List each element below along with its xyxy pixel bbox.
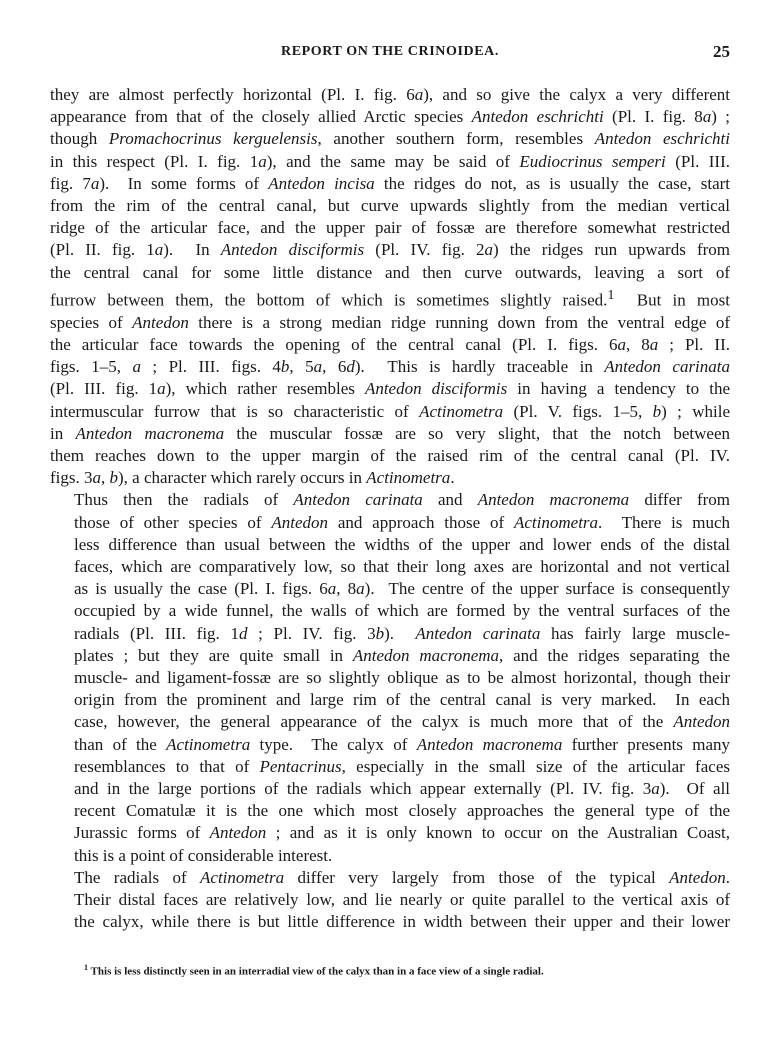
text-line: (Pl. II. fig. 1a). In Antedon disciformis (Pl. IV. fig. 2a) the ridges run upwards from bbox=[50, 240, 731, 260]
text-line: in Antedon macronema the muscular fossæ are so very slight, that the notch between bbox=[50, 423, 730, 443]
text-line: figs. 1–5, a ; Pl. III. figs. 4b, 5a, 6d). This is hardly traceable in Antedon carinata bbox=[50, 357, 731, 377]
text-line: than of the Actinometra type. The calyx of Antedon macronema further presents many bbox=[74, 734, 730, 754]
footnote-marker: 1 bbox=[84, 963, 88, 972]
text-line: plates ; but they are quite small in Antedon macronema, and the ridges separating the bbox=[74, 645, 730, 665]
footnote bbox=[84, 961, 724, 979]
text-line: (Pl. III. fig. 1a), which rather resembles Antedon disciformis in having a tendency to the bbox=[50, 379, 730, 399]
paragraph bbox=[50, 867, 730, 934]
text-line: case, however, the general appearance of the calyx is much more that of the Antedon bbox=[74, 712, 730, 732]
text-line: the calyx, while there is but little difference in width between their upper and their lower bbox=[74, 912, 730, 932]
page-number: 25 bbox=[713, 42, 730, 61]
text-line: muscle- and ligament-fossæ are so slightly oblique as to be almost horizontal, though their bbox=[74, 667, 730, 687]
body-text bbox=[50, 84, 730, 933]
text-line: Thus then the radials of Antedon carinata and Antedon macronema differ from bbox=[74, 490, 730, 510]
text-line: The radials of Actinometra differ very largely from those of the typical Antedon. bbox=[74, 867, 730, 887]
text-line: the articular face towards the opening of the central canal (Pl. I. figs. 6a, 8a ; Pl. II. bbox=[50, 334, 730, 354]
text-line: ridge of the articular face, and the upper pair of fossæ are therefore somewhat restricted bbox=[50, 218, 730, 238]
text-line: Their distal faces are relatively low, and lie nearly or quite parallel to the vertical axis of bbox=[74, 889, 730, 909]
text-line: and in the large portions of the radials which appear externally (Pl. IV. fig. 3a). Of all bbox=[74, 778, 731, 798]
text-line: those of other species of Antedon and approach those of Actinometra. There is much bbox=[74, 512, 731, 532]
text-line: less difference than usual between the widths of the upper and lower ends of the distal bbox=[74, 534, 730, 554]
text-line: they are almost perfectly horizontal (Pl. I. fig. 6a), and so give the calyx a very different bbox=[50, 85, 731, 104]
text-line: faces, which are comparatively low, so that their long axes are horizontal and not vertical bbox=[74, 556, 730, 576]
text-line: furrow between them, the bottom of which is sometimes slightly raised.$^1$ But in most bbox=[50, 286, 730, 310]
text-line: origin from the prominent and large rim of the central canal is very marked. In each bbox=[74, 690, 730, 710]
text-line: them reaches down to the upper margin of the raised rim of the central canal (Pl. IV. bbox=[50, 445, 730, 465]
paragraph bbox=[50, 84, 730, 489]
text-line: Jurassic forms of Antedon ; and as it is only known to occur on the Australian Coast, bbox=[74, 823, 730, 843]
paragraph bbox=[50, 489, 730, 866]
text-line: occupied by a wide funnel, the walls of which are formed by the ventral surfaces of the bbox=[74, 601, 730, 621]
text-line: radials (Pl. III. fig. 1d ; Pl. IV. fig. 3b). Antedon carinata has fairly large muscle- bbox=[74, 623, 730, 643]
text-line: species of Antedon there is a strong median ridge running down from the ventral edge of bbox=[50, 312, 730, 332]
text-line: in this respect (Pl. I. fig. 1a), and the same may be said of Eudiocrinus semperi (Pl. III. bbox=[50, 151, 731, 171]
text-line: from the rim of the central canal, but curve upwards slightly from the median vertical bbox=[50, 196, 730, 216]
running-title: REPORT ON THE CRINOIDEA. bbox=[281, 44, 499, 59]
text-line: appearance from that of the closely allied Arctic species Antedon eschrichti (Pl. I. fig. 8a) ; bbox=[50, 107, 730, 127]
text-line: though Promachocrinus kerguelensis, another southern form, resembles Antedon eschrichti bbox=[50, 129, 730, 149]
text-line: recent Comatulæ it is the one which most closely approaches the general type of the bbox=[74, 801, 730, 821]
text-line: this is a point of considerable interest. bbox=[74, 845, 333, 865]
text-line: the central canal for some little distance and then curve outwards, leaving a sort of bbox=[50, 262, 730, 282]
text-line: resemblances to that of Pentacrinus, especially in the small size of the articular faces bbox=[74, 756, 730, 776]
running-header bbox=[50, 44, 730, 68]
footnote-text: This is less distinctly seen in an interradial view of the calyx than in a face view of a single radial. bbox=[90, 965, 544, 978]
text-line: figs. 3a, b), a character which rarely occurs in Actinometra. bbox=[50, 468, 455, 488]
text-line: fig. 7a). In some forms of Antedon incisa the ridges do not, as is usually the case, start bbox=[50, 173, 730, 193]
text-line: intermuscular furrow that is so characteristic of Actinometra (Pl. V. figs. 1–5, b) ; while bbox=[50, 401, 731, 421]
text-line: as is usually the case (Pl. I. figs. 6a, 8a). The centre of the upper surface is consequently bbox=[74, 579, 730, 599]
